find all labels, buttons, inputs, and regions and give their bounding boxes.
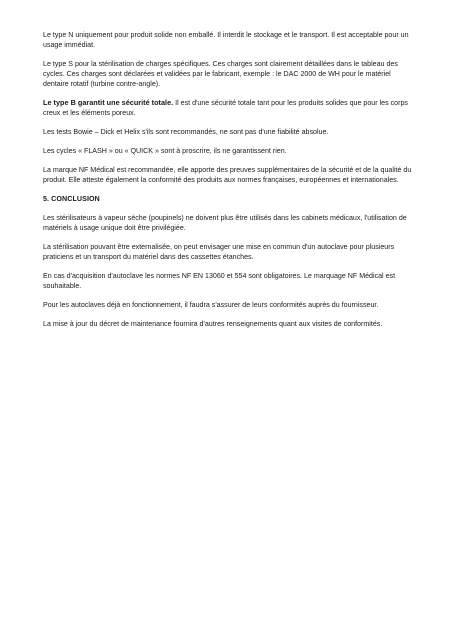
conclusion-paragraph-poupinels: Les stérilisateurs à vapeur sèche (poupinels) ne doivent plus être utilisés dans les cabinets médicaux, l'utilisation de matériels à usage unique doit être privilégiée.: [43, 214, 407, 232]
paragraph-cycles: Les cycles « FLASH » ou « QUICK » sont à proscrire, ils ne garantissent rien.: [43, 147, 287, 155]
conclusion-paragraph-fournisseur: Pour les autoclaves déjà en fonctionnement, il faudra s'assurer de leurs conformités auprès du fournisseur.: [43, 301, 379, 309]
conclusion-heading: 5. CONCLUSION: [43, 195, 100, 203]
paragraph-type-n: Le type N uniquement pour produit solide non emballé. Il interdit le stockage et le transport. Il est acceptable pour un usage immédiat.: [43, 31, 409, 49]
paragraph-tests: Les tests Bowie – Dick et Helix s'ils sont recommandés, ne sont pas d'une fiabilité absolue.: [43, 128, 329, 136]
conclusion-paragraph-externalisation: La stérilisation pouvant être externalisée, on peut envisager une mise en commun d'un autoclave pour plusieurs praticiens et un transport du matériel dans des cassettes étanches.: [43, 243, 395, 261]
type-b-bold-lead: Le type B garantit une sécurité totale.: [43, 98, 174, 107]
type-b-rest: Il est d'une sécurité totale tant pour les produits solides que pour les corps creux et les éléments poreux.: [43, 99, 408, 117]
document-page: [43, 30, 415, 338]
conclusion-paragraph-decret: La mise à jour du décret de maintenance fournira d'autres renseignements quant aux visites de conformités.: [43, 320, 383, 328]
paragraph-nf-medical: La marque NF Médical est recommandée, elle apporte des preuves supplémentaires de la sécurité et de la qualité du produit. Elle atteste également la conformité des produits aux normes françaises, européennes et internationales.: [43, 166, 412, 184]
paragraph-type-s: Le type S pour la stérilisation de charges spécifiques. Ces charges sont clairement détaillées dans le tableau des cycles. Ces charges sont déclarées et validées par le fabricant, exemple : le DAC 2000 de WH pour le matériel dentaire rotatif (turbine contre-angle).: [43, 60, 398, 88]
conclusion-paragraph-normes: En cas d'acquisition d'autoclave les normes NF EN 13060 et 554 sont obligatoires. Le marquage NF Médical est souhaitable.: [43, 272, 396, 290]
paragraph-type-b: [43, 98, 415, 118]
